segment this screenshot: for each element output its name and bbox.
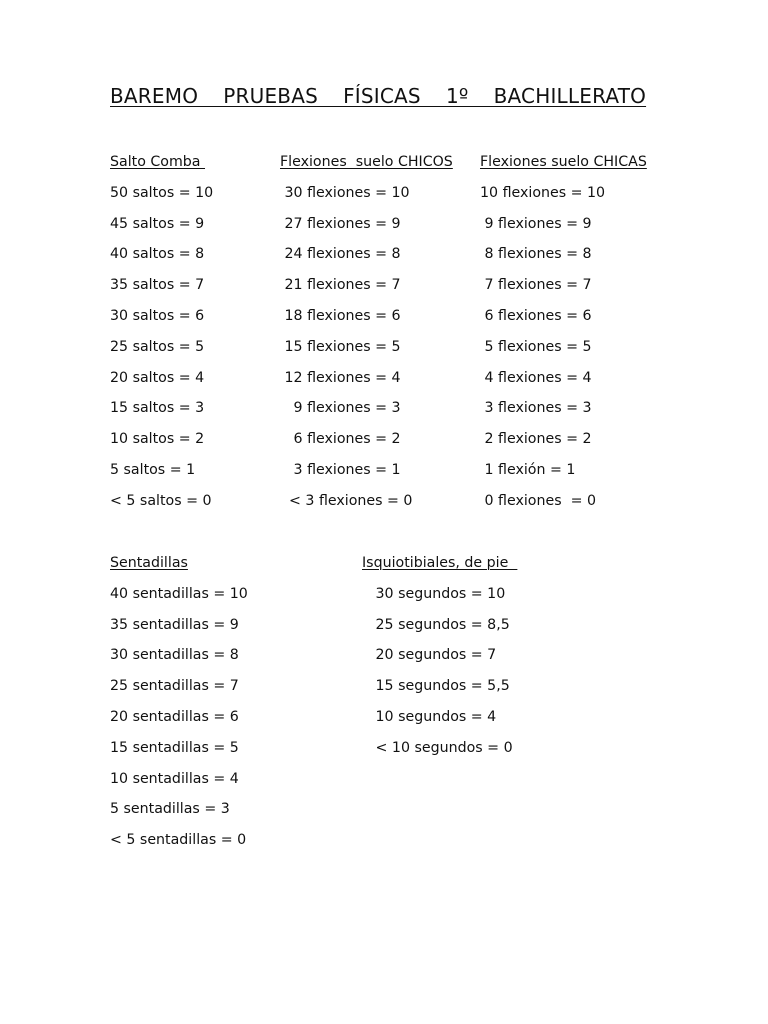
sentadillas-row: 20 sentadillas = 6 bbox=[110, 709, 239, 725]
isquiotibiales-header: Isquiotibiales, de pie bbox=[362, 555, 518, 571]
sentadillas-header: Sentadillas bbox=[110, 555, 188, 571]
flexiones-chicas-row: 7 flexiones = 7 bbox=[480, 277, 592, 293]
flexiones-chicos-row: 12 flexiones = 4 bbox=[280, 370, 401, 386]
salto-comba-row: 50 saltos = 10 bbox=[110, 185, 214, 201]
sentadillas-row: 40 sentadillas = 10 bbox=[110, 586, 248, 602]
isquiotibiales-row: 25 segundos = 8,5 bbox=[362, 617, 510, 633]
flexiones-chicas-row: 5 flexiones = 5 bbox=[480, 339, 592, 355]
isquiotibiales-row: 20 segundos = 7 bbox=[362, 647, 497, 663]
flexiones-chicas-row: 3 flexiones = 3 bbox=[480, 400, 592, 416]
flexiones-chicos-row: 15 flexiones = 5 bbox=[280, 339, 401, 355]
page-title: BAREMO PRUEBAS FÍSICAS 1º BACHILLERATO bbox=[110, 84, 647, 108]
salto-comba-row: 35 saltos = 7 bbox=[110, 277, 205, 293]
sentadillas-row: 15 sentadillas = 5 bbox=[110, 740, 239, 756]
isquiotibiales-row: < 10 segundos = 0 bbox=[362, 740, 513, 756]
flexiones-chicas-row: 4 flexiones = 4 bbox=[480, 370, 592, 386]
sentadillas-row: 35 sentadillas = 9 bbox=[110, 617, 239, 633]
flexiones-chicos-row: 21 flexiones = 7 bbox=[280, 277, 401, 293]
salto-comba-row: < 5 saltos = 0 bbox=[110, 493, 212, 509]
flexiones-chicos-row: 27 flexiones = 9 bbox=[280, 216, 401, 232]
sentadillas-row: 10 sentadillas = 4 bbox=[110, 771, 239, 787]
salto-comba-row: 10 saltos = 2 bbox=[110, 431, 205, 447]
salto-comba-row: 5 saltos = 1 bbox=[110, 462, 196, 478]
salto-comba-header: Salto Comba bbox=[110, 154, 206, 170]
salto-comba-row: 40 saltos = 8 bbox=[110, 246, 205, 262]
flexiones-chicas-row: 1 flexión = 1 bbox=[480, 462, 576, 478]
flexiones-chicas-row: 8 flexiones = 8 bbox=[480, 246, 592, 262]
sentadillas-section bbox=[110, 555, 248, 848]
sentadillas-row: 5 sentadillas = 3 bbox=[110, 801, 230, 817]
sentadillas-row: 25 sentadillas = 7 bbox=[110, 678, 239, 694]
flexiones-chicos-section bbox=[280, 154, 453, 509]
flexiones-chicos-header: Flexiones suelo CHICOS bbox=[280, 154, 453, 170]
isquiotibiales-row: 30 segundos = 10 bbox=[362, 586, 506, 602]
salto-comba-row: 30 saltos = 6 bbox=[110, 308, 205, 324]
flexiones-chicas-row: 0 flexiones = 0 bbox=[480, 493, 597, 509]
isquiotibiales-section bbox=[362, 555, 518, 756]
flexiones-chicas-header: Flexiones suelo CHICAS bbox=[480, 154, 647, 170]
flexiones-chicos-row: < 3 flexiones = 0 bbox=[280, 493, 413, 509]
flexiones-chicos-row: 30 flexiones = 10 bbox=[280, 185, 410, 201]
salto-comba-row: 45 saltos = 9 bbox=[110, 216, 205, 232]
flexiones-chicos-row: 24 flexiones = 8 bbox=[280, 246, 401, 262]
salto-comba-row: 25 saltos = 5 bbox=[110, 339, 205, 355]
sentadillas-row: < 5 sentadillas = 0 bbox=[110, 832, 247, 848]
flexiones-chicas-section bbox=[480, 154, 647, 509]
salto-comba-row: 15 saltos = 3 bbox=[110, 400, 205, 416]
flexiones-chicas-row: 9 flexiones = 9 bbox=[480, 216, 592, 232]
flexiones-chicos-row: 9 flexiones = 3 bbox=[280, 400, 401, 416]
flexiones-chicos-row: 3 flexiones = 1 bbox=[280, 462, 401, 478]
flexiones-chicas-row: 10 flexiones = 10 bbox=[480, 185, 606, 201]
flexiones-chicas-row: 2 flexiones = 2 bbox=[480, 431, 592, 447]
flexiones-chicas-row: 6 flexiones = 6 bbox=[480, 308, 592, 324]
isquiotibiales-row: 15 segundos = 5,5 bbox=[362, 678, 510, 694]
flexiones-chicos-row: 18 flexiones = 6 bbox=[280, 308, 401, 324]
salto-comba-section bbox=[110, 154, 214, 509]
salto-comba-row: 20 saltos = 4 bbox=[110, 370, 205, 386]
flexiones-chicos-row: 6 flexiones = 2 bbox=[280, 431, 401, 447]
isquiotibiales-row: 10 segundos = 4 bbox=[362, 709, 497, 725]
sentadillas-row: 30 sentadillas = 8 bbox=[110, 647, 239, 663]
